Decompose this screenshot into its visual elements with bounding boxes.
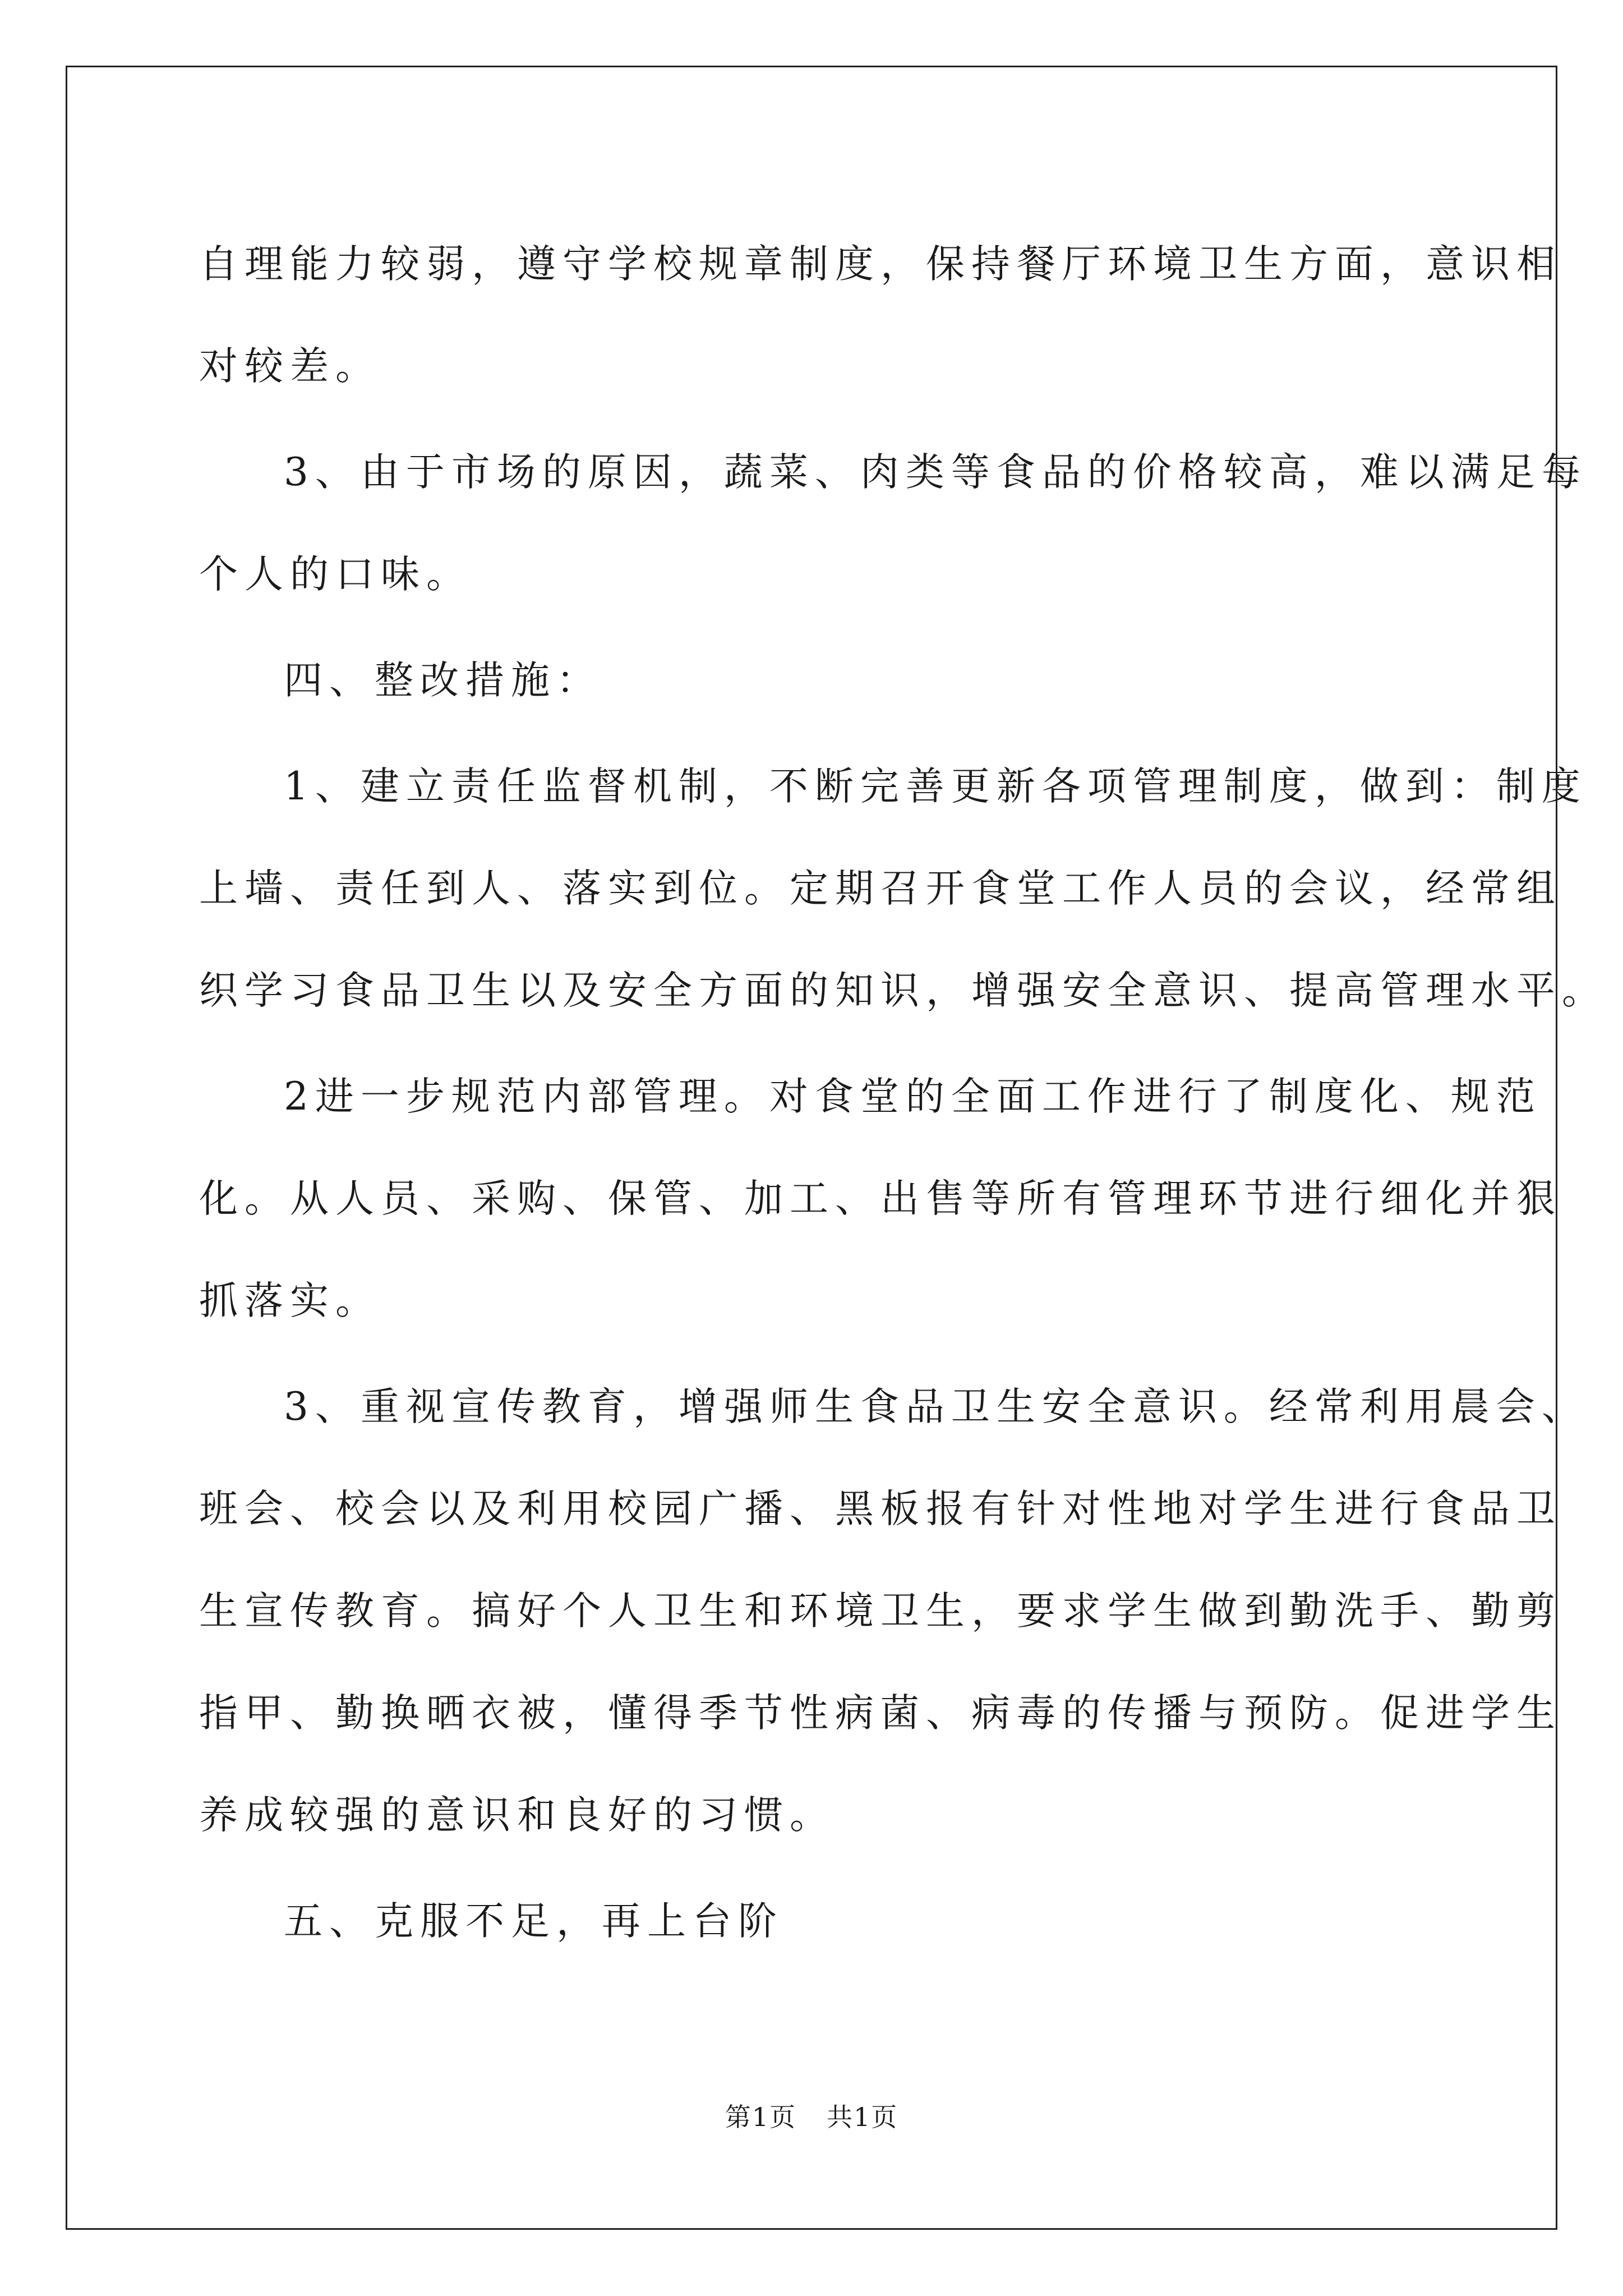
paragraph-line: 班会、校会以及利用校园广播、黑板报有针对性地对学生进行食品卫 bbox=[199, 1487, 1562, 1531]
heading-text: 五、克服不足，再上台阶 bbox=[284, 1899, 783, 1944]
paragraph-line: 织学习食品卫生以及安全方面的知识，增强安全意识、提高管理水平。 bbox=[199, 968, 1607, 1013]
paragraph-line: 化。从人员、采购、保管、加工、出售等所有管理环节进行细化并狠 bbox=[199, 1176, 1562, 1221]
paragraph-line: 养成较强的意识和良好的习惯。 bbox=[199, 1793, 835, 1838]
paragraph-line: 个人的口味。 bbox=[199, 552, 472, 597]
paragraph-line: 抓落实。 bbox=[199, 1278, 381, 1323]
section-heading-5 bbox=[199, 1870, 1424, 1972]
paragraph-measure-2 bbox=[199, 1046, 1562, 1352]
paragraph-line: 3、重视宣传教育，增强师生食品卫生安全意识。经常利用晨会、 bbox=[284, 1384, 1587, 1429]
paragraph-line: 对较差。 bbox=[199, 344, 381, 389]
paragraph-measure-3 bbox=[199, 1356, 1587, 1866]
paragraph-1 bbox=[199, 213, 1562, 417]
paragraph-2 bbox=[199, 421, 1587, 625]
document-body bbox=[199, 213, 1607, 1972]
page-footer bbox=[0, 2097, 1623, 2134]
section-heading-4 bbox=[199, 629, 1424, 731]
paragraph-line: 指甲、勤换晒衣被，懂得季节性病菌、病毒的传播与预防。促进学生 bbox=[199, 1691, 1562, 1736]
page-number: 第1页 bbox=[725, 2102, 796, 2132]
page-total: 共1页 bbox=[827, 2102, 898, 2132]
paragraph-line: 3、由于市场的原因，蔬菜、肉类等食品的价格较高，难以满足每 bbox=[284, 450, 1587, 495]
paragraph-line: 1、建立责任监督机制，不断完善更新各项管理制度，做到：制度 bbox=[284, 764, 1587, 809]
heading-text: 四、整改措施： bbox=[284, 658, 602, 703]
paragraph-line: 自理能力较弱，遵守学校规章制度，保持餐厅环境卫生方面，意识相 bbox=[199, 242, 1562, 287]
paragraph-line: 生宣传教育。搞好个人卫生和环境卫生，要求学生做到勤洗手、勤剪 bbox=[199, 1589, 1562, 1634]
paragraph-measure-1 bbox=[199, 735, 1607, 1042]
paragraph-line: 2进一步规范内部管理。对食堂的全面工作进行了制度化、规范 bbox=[284, 1074, 1542, 1119]
paragraph-line: 上墙、责任到人、落实到位。定期召开食堂工作人员的会议，经常组 bbox=[199, 866, 1562, 911]
